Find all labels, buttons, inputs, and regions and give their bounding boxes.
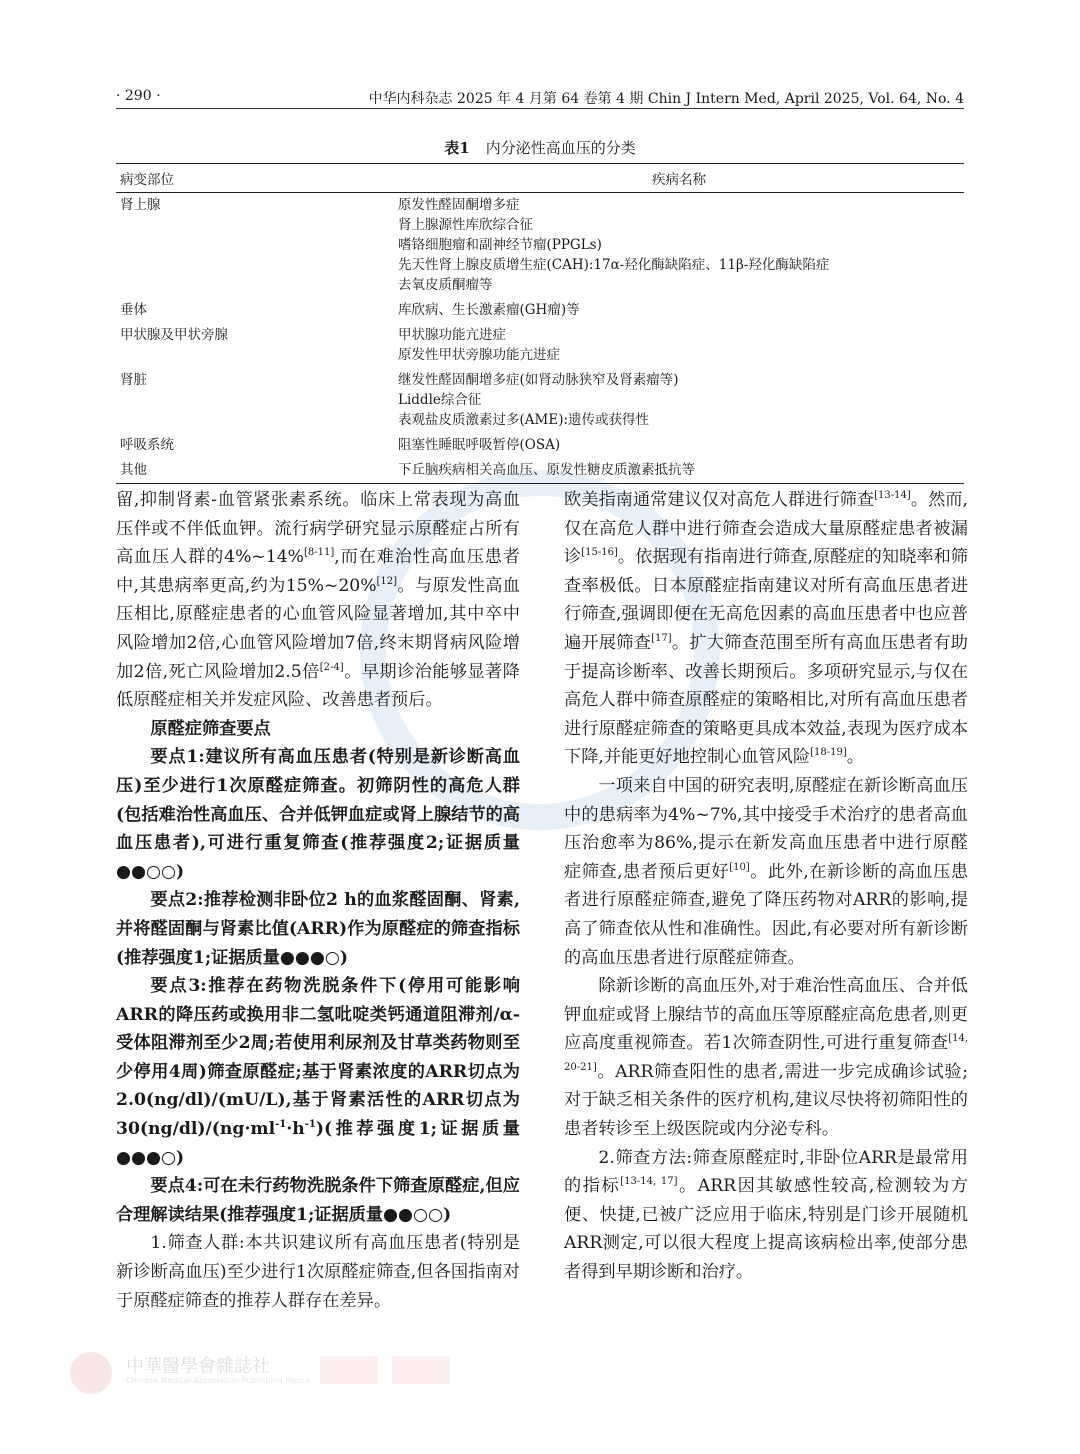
disease-cell (394, 458, 964, 484)
disease-item: 表观盐皮质激素过多(AME):遗传或获得性 (398, 412, 650, 428)
site-cell: 其他 (116, 458, 394, 484)
table-row (116, 458, 964, 484)
citation: [10] (729, 861, 750, 873)
citation: [12] (376, 575, 398, 587)
disease-item: Liddle综合征 (398, 392, 482, 408)
citation: [2-4] (319, 661, 344, 673)
citation: [13-14, 17] (620, 1176, 678, 1188)
disease-cell (394, 368, 964, 433)
table-row (116, 368, 964, 433)
citation: [17] (651, 632, 672, 644)
key-point-3: 要点3:推荐在药物洗脱条件下(停用可能影响ARR的降压药或换用非二氢吡啶类钙通道阻滞剂/α-受体阻滞剂至少2周;若使用利尿剂及甘草类药物则至少停用4周)筛查原醛症;基于肾素浓度的ARR切点为2.0(ng/dl)/(mU/L),基于肾素活性的ARR切点为$30(ng/dl)/(ng\cdot ml^{-1}\cdot h^{-1})$(推荐强度1;证据质量●●●○) (116, 976, 520, 1168)
paragraph-guidelines: 欧美指南通常建议仅对高危人群进行筛查[13-14]。然而,仅在高危人群中进行筛查会造成大量原醛症患者被漏诊[15-16]。依据现有指南进行筛查,原醛症的知晓率和筛查率极低。日本原醛症指南建议对所有高血压患者进行筛查,强调即便在无高危因素的高血压患者中也应普遍开展筛查[17]。扩大筛查范围至所有高血压患者有助于提高诊断率、改善长期预后。多项研究显示,与仅在高危人群中筛查原醛症的策略相比,对所有高血压患者进行原醛症筛查的策略更具成本效益,表现为医疗成本下降,并能更好地控制心血管风险[18-19]。 (564, 490, 968, 768)
disease-item: 原发性甲状旁腺功能亢进症 (398, 347, 560, 363)
citation: [18-19] (810, 747, 847, 759)
paragraph-screening-method: 2.筛查方法:筛查原醛症时,非卧位ARR是最常用的指标[13-14, 17]。ARR因其敏感性较高,检测较为方便、快捷,已被广泛应用于临床,特别是门诊开展随机ARR测定,可以很大程度上提高该病检出率,使部分患者得到早期诊断和治疗。 (564, 1147, 968, 1283)
citation: [15-16] (581, 547, 618, 559)
logo-block-icon (320, 1356, 378, 1384)
disease-item: 下丘脑疾病相关高血压、原发性糖皮质激素抵抗等 (398, 462, 695, 478)
disease-item: 嗜铬细胞瘤和副神经节瘤(PPGLs) (398, 237, 602, 253)
disease-cell (394, 323, 964, 368)
column-header-site: 病变部位 (116, 164, 394, 193)
key-point-2: 要点2:推荐检测非卧位2 h的血浆醛固酮、肾素,并将醛固酮与肾素比值(ARR)作为原醛症的筛查指标(推荐强度1;证据质量●●●○) (116, 890, 520, 968)
paragraph-china-study: 一项来自中国的研究表明,原醛症在新诊断高血压中的患病率为4%~7%,其中接受手术治疗的患者高血压治愈率为86%,提示在新发高血压患者中进行原醛症筛查,患者预后更好[10]。此外,在新诊断的高血压患者进行原醛症筛查,避免了降压药物对ARR的影响,提高了筛查依从性和准确性。因此,有必要对所有新诊断的高血压患者进行原醛症筛查。 (564, 775, 969, 968)
logo-block-icon (392, 1356, 450, 1384)
citation: [13-14] (874, 490, 911, 501)
publisher-name: 中華醫學會雜誌社 (126, 1356, 270, 1377)
key-point-4: 要点4:可在未行药物洗脱条件下筛查原醛症,但应合理解读结果(推荐强度1;证据质量●●○○) (116, 1176, 520, 1225)
column-header-disease: 疾病名称 (394, 164, 964, 193)
table-row (116, 193, 964, 299)
site-cell: 甲状腺及甲状旁腺 (120, 327, 228, 343)
table-header-row (116, 164, 964, 193)
disease-cell (394, 193, 964, 299)
table-title: 内分泌性高血压的分类 (485, 139, 636, 157)
site-cell: 呼吸系统 (120, 437, 174, 453)
disease-item: 去氧皮质酮瘤等 (398, 277, 493, 293)
citation: [8-11] (304, 547, 335, 559)
section-heading: 原醛症筛查要点 (150, 718, 271, 739)
right-column (564, 486, 968, 1287)
disease-item: 阻塞性睡眠呼吸暂停(OSA) (398, 437, 561, 453)
disease-cell (394, 433, 964, 458)
paragraph-high-risk: 除新诊断的高血压外,对于难治性高血压、合并低钾血症或肾上腺结节的高血压等原醛症高危患者,则更应高度重视筛查。若1次筛查阴性,可进行重复筛查[14, 20-21]。ARR筛查阳性的患者,需进一步完成确诊试验;对于缺乏相关条件的医疗机构,建议尽快将初筛阳性的患者转诊至上级医院或内分泌专科。 (564, 976, 968, 1140)
page-number: · 290 · (116, 88, 161, 104)
disease-item: 甲状腺功能亢进症 (398, 327, 506, 343)
classification-table (116, 163, 964, 484)
disease-item: 继发性醛固酮增多症(如肾动脉狭窄及肾素瘤等) (398, 372, 679, 388)
paragraph-epidemiology: 留,抑制肾素-血管紧张素系统。临床上常表现为高血压伴或不伴低血钾。流行病学研究显示原醛症占所有高血压人群的4%~14%[8-11],而在难治性高血压患者中,其患病率更高,约为15%~20%[12]。与原发性高血压相比,原醛症患者的心血管风险显著增加,其中卒中风险增加2倍,心血管风险增加7倍,终末期肾病风险增加2倍,死亡风险增加2.5倍[2-4]。早期诊治能够显著降低原醛症相关并发症风险、改善患者预后。 (116, 490, 520, 711)
site-cell: 肾脏 (120, 372, 147, 388)
citation: [14, 20-21] (564, 1033, 968, 1073)
journal-citation: 中华内科杂志 2025 年 4 月第 64 卷第 4 期 Chin J Intern Med, April 2025, Vol. 64, No. 4 (368, 91, 964, 107)
site-cell: 肾上腺 (120, 197, 161, 213)
table-row (116, 433, 964, 458)
publisher-logo (70, 1348, 490, 1398)
flower-icon (70, 1352, 112, 1394)
running-header (116, 86, 964, 109)
disease-item: 原发性醛固酮增多症 (398, 197, 520, 213)
site-cell: 垂体 (120, 302, 147, 318)
table-label: 表1 (444, 139, 470, 157)
disease-cell (394, 298, 964, 323)
disease-item: 先天性肾上腺皮质增生症(CAH):17α-羟化酶缺陷症、11β-羟化酶缺陷症 (398, 257, 830, 273)
table-caption (116, 137, 964, 158)
table-row (116, 323, 964, 368)
paragraph-screening-population: 1.筛查人群:本共识建议所有高血压患者(特别是新诊断高血压)至少进行1次原醛症筛查,但各国指南对于原醛症筛查的推荐人群存在差异。 (116, 1233, 520, 1311)
disease-item: 肾上腺源性库欣综合征 (398, 217, 533, 233)
publisher-name-en: Chinese Medical Association Publishing House (126, 1376, 311, 1385)
key-point-1: 要点1:建议所有高血压患者(特别是新诊断高血压)至少进行1次原醛症筛查。初筛阴性的高危人群(包括难治性高血压、合并低钾血症或肾上腺结节的高血压患者),可进行重复筛查(推荐强度2;证据质量●●○○) (116, 747, 520, 882)
left-column (116, 486, 520, 1315)
table-row (116, 298, 964, 323)
disease-item: 库欣病、生长激素瘤(GH瘤)等 (398, 302, 580, 318)
